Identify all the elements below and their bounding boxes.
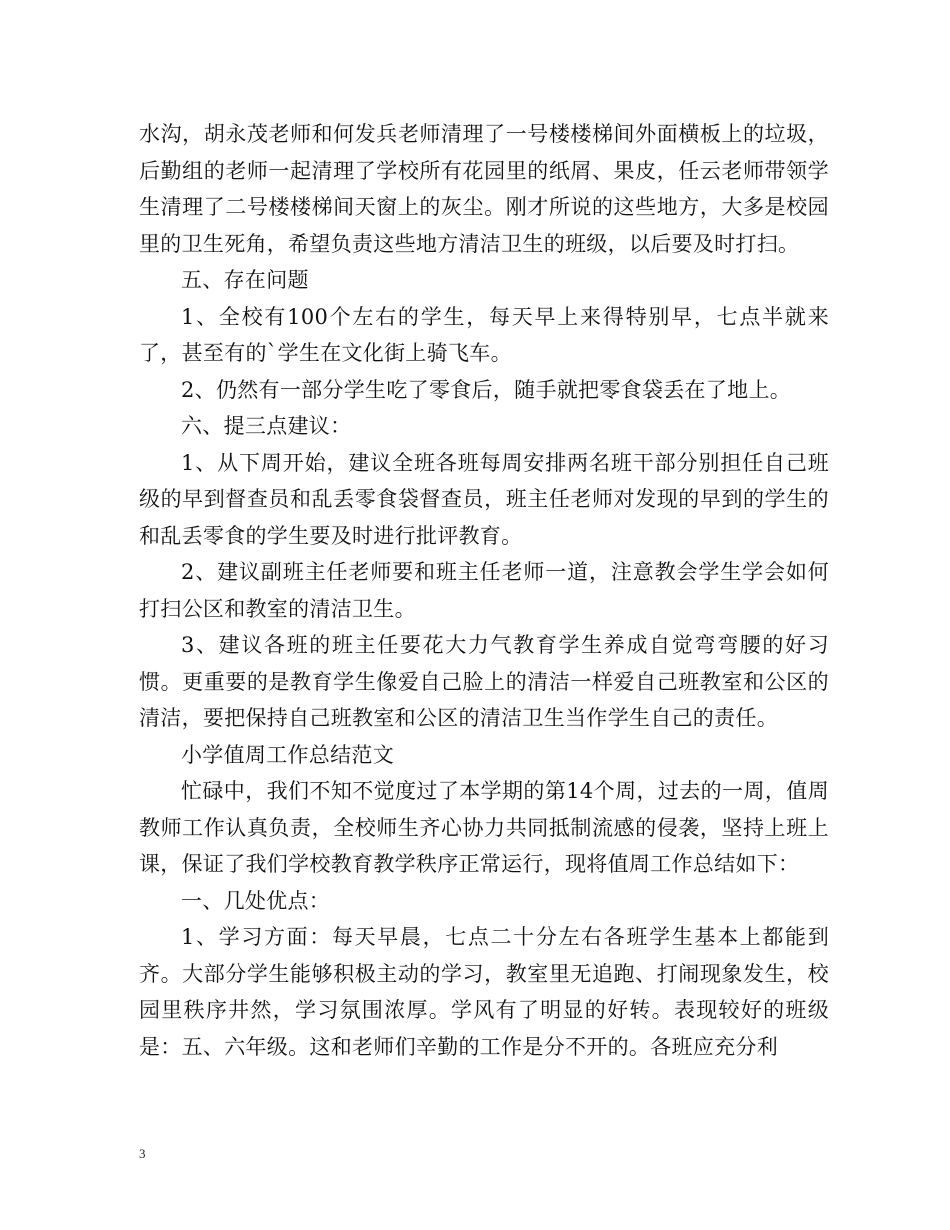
section-heading-suggestions: 六、提三点建议：: [181, 414, 352, 438]
paragraph: 1、学习方面：每天早晨，七点二十分左右各班学生基本上都能到齐。大部分学生能够积极主动的学习，教室里无追跑、打闹现象发生，校园里秩序井然，学习氛围浓厚。学风有了明显的好转。表现较好的班级是：五、六年级。这和老师们辛勤的工作是分不开的。各班应充分利: [139, 925, 829, 1059]
paragraph: 忙碌中，我们不知不觉度过了本学期的第14个周，过去的一周，值周教师工作认真负责，全校师生齐心协力共同抵制流感的侵袭，坚持上班上课，保证了我们学校教育教学秩序正常运行，现将值周工作总结如下：: [139, 779, 829, 876]
document-body: [139, 116, 829, 1065]
section-heading-strengths: 一、几处优点：: [181, 888, 331, 913]
page-number: 3: [139, 1146, 146, 1161]
document-subtitle: 小学值周工作总结范文: [181, 742, 394, 767]
paragraph: 1、全校有100个左右的学生，每天早上来得特别早，七点半就来了，甚至有的`学生在文化街上骑飞车。: [139, 304, 829, 365]
paragraph: 1、从下周开始，建议全班各班每周安排两名班干部分别担任自己班级的早到督查员和乱丢零食袋督查员，班主任老师对发现的早到的学生的和乱丢零食的学生要及时进行批评教育。: [139, 450, 829, 548]
paragraph: 3、建议各班的班主任要花大力气教育学生养成自觉弯弯腰的好习惯。更重要的是教育学生像爱自己脸上的清洁一样爱自己班教室和公区的清洁，要把保持自己班教室和公区的清洁卫生当作学生自己的责任。: [139, 633, 829, 730]
paragraph: 水沟，胡永茂老师和何发兵老师清理了一号楼楼梯间外面横板上的垃圾，后勤组的老师一起清理了学校所有花园里的纸屑、果皮，任云老师带领学生清理了二号楼楼梯间天窗上的灰尘。刚才所说的这些地方，大多是校园里的卫生死角，希望负责这些地方清洁卫生的班级，以后要及时打扫。: [139, 122, 829, 256]
paragraph: 2、仍然有一部分学生吃了零食后，随手就把零食袋丢在了地上。: [181, 377, 792, 402]
paragraph: 2、建议副班主任老师要和班主任老师一道，注意教会学生学会如何打扫公区和教室的清洁卫生。: [139, 560, 829, 621]
section-heading-problems: 五、存在问题: [181, 268, 309, 292]
